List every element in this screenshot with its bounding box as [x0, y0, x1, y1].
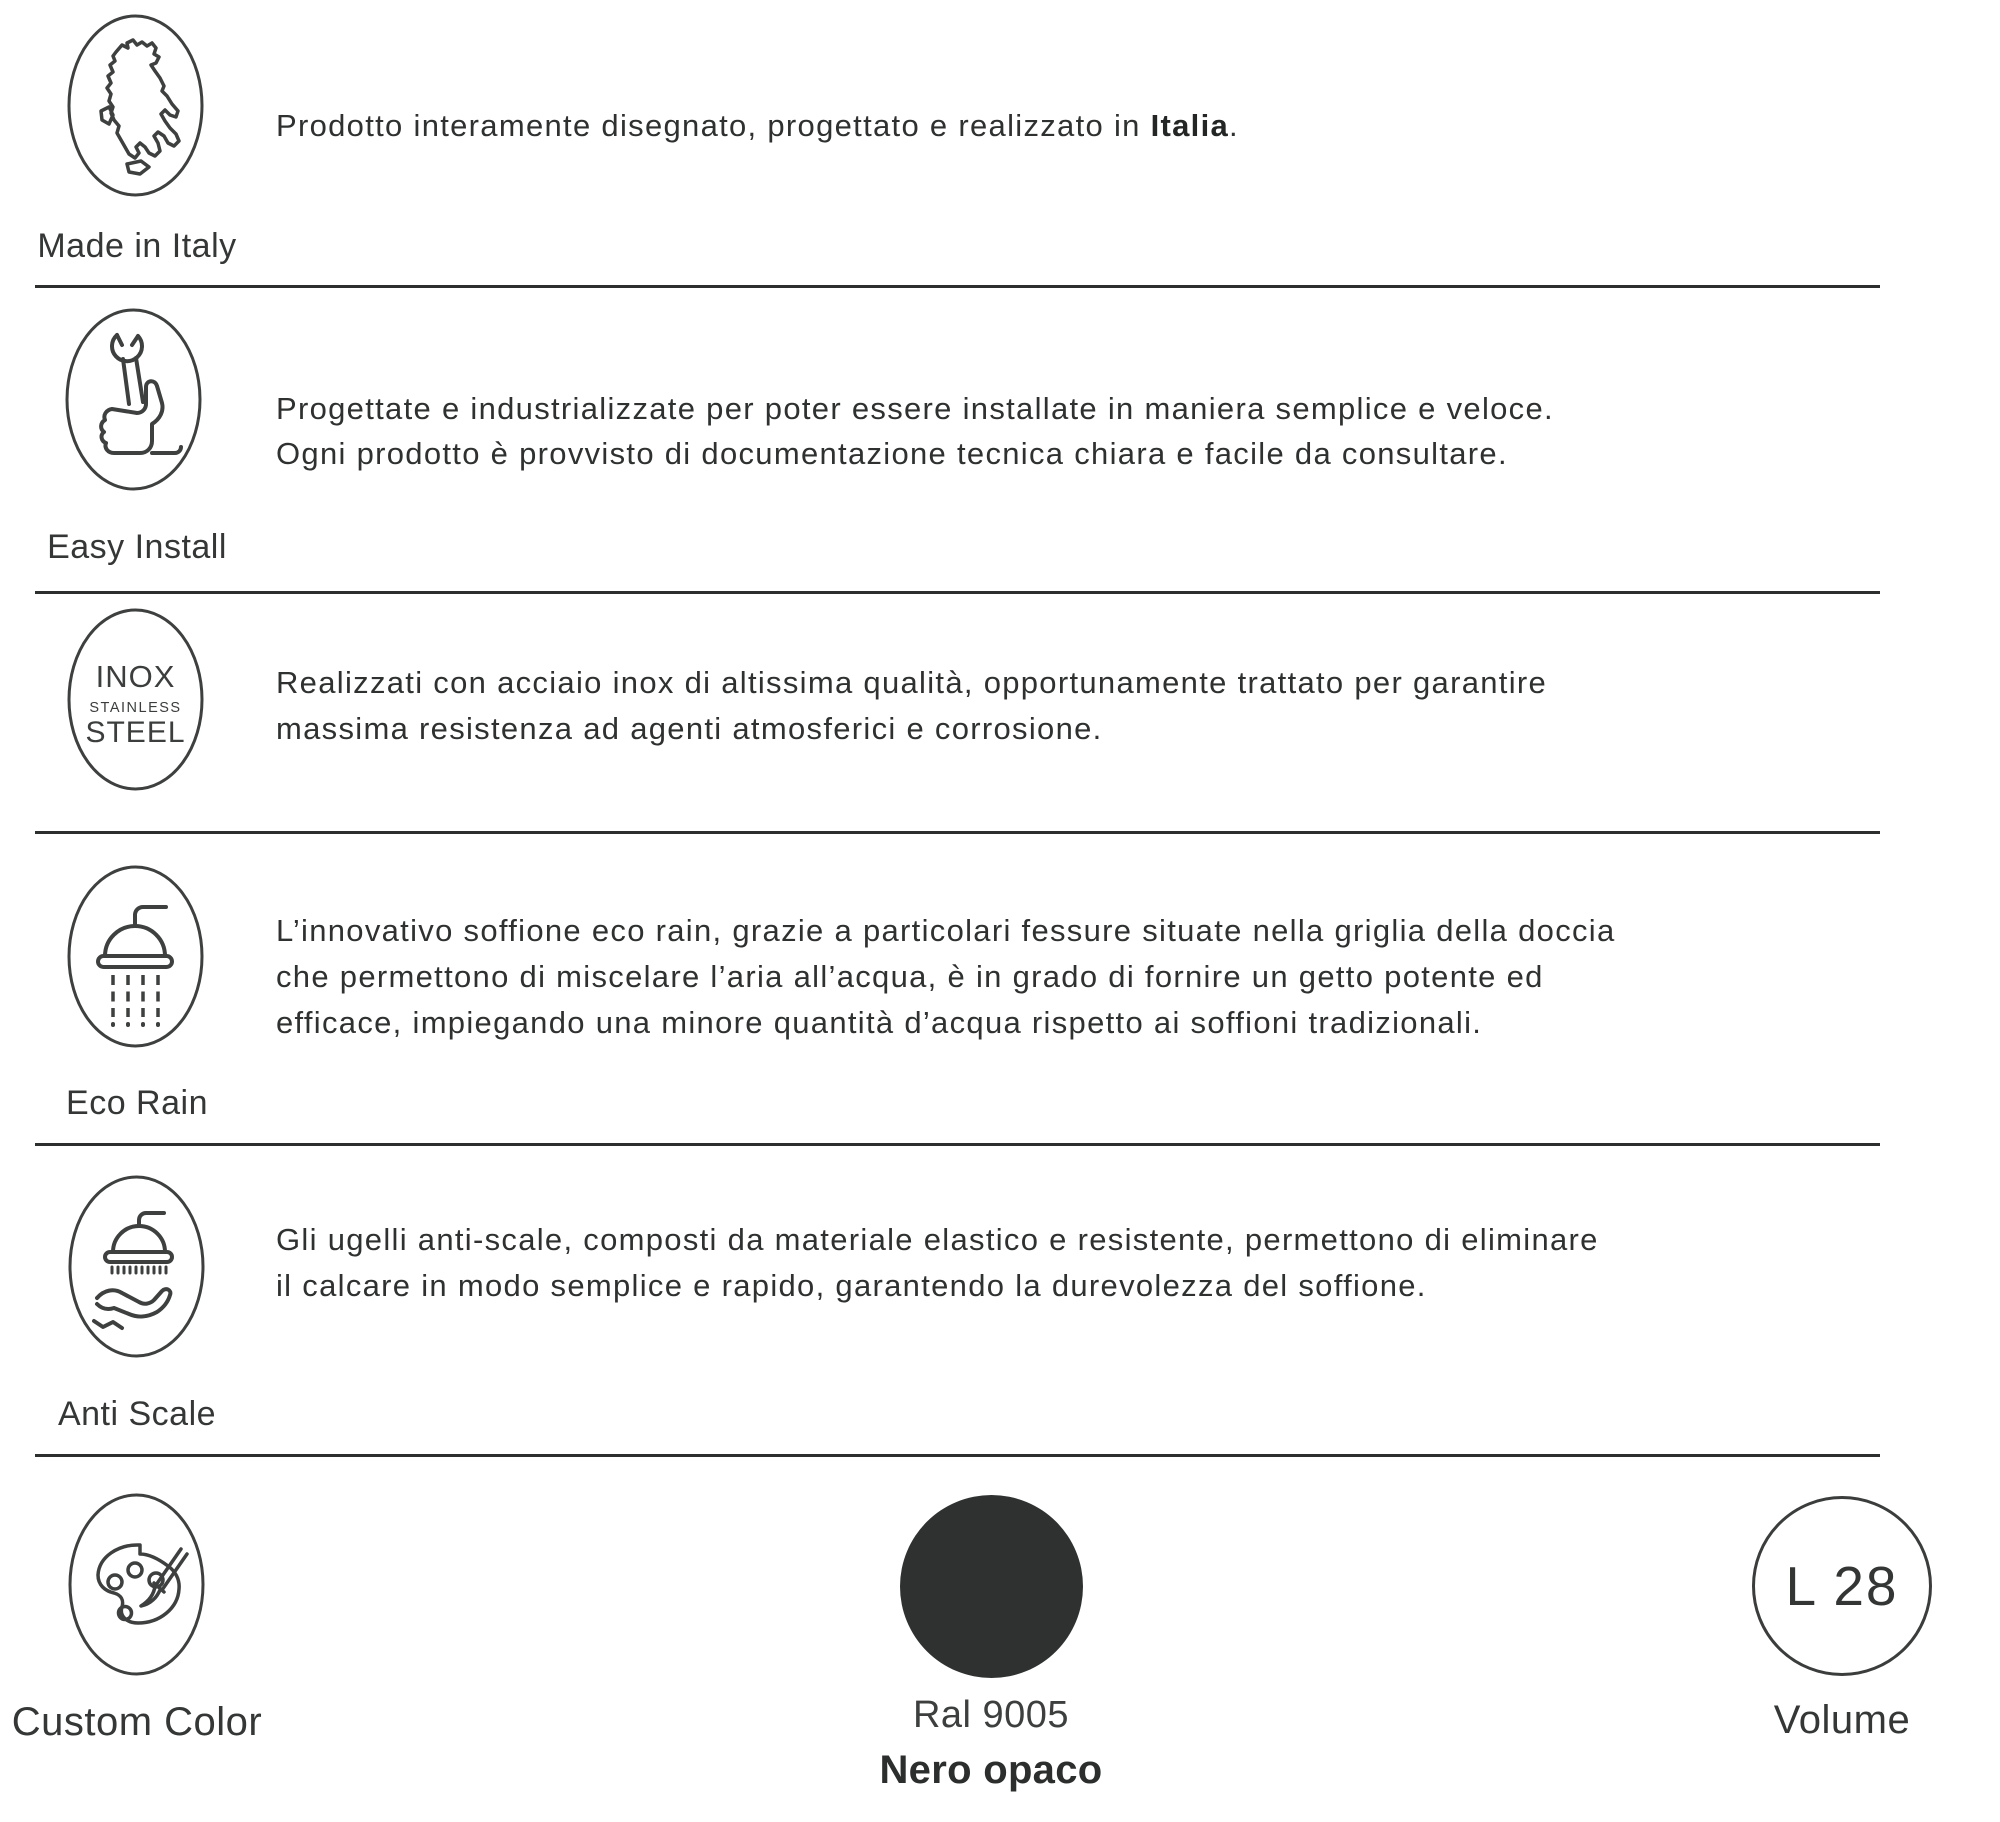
badge-line-inox: INOX [95, 659, 176, 694]
text-line: L’innovativo soffione eco rain, grazie a particolari fessure situate nella griglia della doccia [276, 913, 1616, 948]
text-line: Ogni prodotto è provvisto di documentazione tecnica chiara e facile da consultare. [276, 436, 1508, 471]
feature-label-easy-install: Easy Install [47, 528, 227, 566]
section-divider [35, 591, 1880, 594]
text-line: Progettate e industrializzate per poter essere installate in maniera semplice e veloce. [276, 391, 1554, 426]
inox-stainless-steel-badge-icon [67, 608, 204, 791]
feature-text-made-in-italy [276, 103, 1239, 148]
text-segment: Prodotto interamente disegnato, progettato e realizzato in [276, 108, 1151, 143]
section-divider [35, 1454, 1880, 1457]
feature-label-made-in-italy: Made in Italy [37, 227, 237, 265]
palette-brush-icon [68, 1493, 205, 1676]
color-swatch-ral9005 [900, 1495, 1083, 1678]
eco-rain-shower-icon [67, 865, 204, 1048]
italy-map-icon [67, 14, 204, 197]
feature-text-anti-scale [276, 1217, 1599, 1309]
volume-value: L 28 [1785, 1555, 1899, 1617]
feature-label-anti-scale: Anti Scale [57, 1395, 217, 1433]
wrench-thumbs-up-icon [65, 308, 202, 491]
text-segment-bold: Italia [1150, 108, 1230, 143]
badge-line-steel: STEEL [85, 716, 186, 749]
feature-text-stainless-steel [276, 660, 1547, 752]
section-divider [35, 831, 1880, 834]
feature-text-eco-rain [276, 908, 1616, 1046]
section-divider [35, 285, 1880, 288]
anti-scale-hand-shower-icon [68, 1175, 205, 1358]
text-line: Realizzati con acciaio inox di altissima qualità, opportunamente trattato per garantire [276, 665, 1548, 700]
text-segment: . [1229, 108, 1239, 143]
text-line: massima resistenza ad agenti atmosferici e corrosione. [276, 711, 1103, 746]
badge-line-stainless: STAINLESS [89, 700, 182, 716]
feature-text-easy-install [276, 386, 1554, 476]
volume-label: Volume [1773, 1698, 1911, 1742]
text-line [276, 103, 1239, 148]
text-line: che permettono di miscelare l’aria all’acqua, è in grado di fornire un getto potente ed [276, 959, 1544, 994]
feature-label-custom-color: Custom Color [11, 1700, 263, 1744]
feature-label-eco-rain: Eco Rain [66, 1084, 208, 1122]
text-line: Gli ugelli anti-scale, composti da materiale elastico e resistente, permettono di eliminare [276, 1222, 1599, 1257]
volume-badge [1752, 1496, 1932, 1676]
text-line: il calcare in modo semplice e rapido, garantendo la durevolezza del soffione. [276, 1268, 1427, 1303]
text-line: efficace, impiegando una minore quantità d’acqua rispetto ai soffioni tradizionali. [276, 1005, 1483, 1040]
swatch-code: Ral 9005 [912, 1694, 1070, 1736]
section-divider [35, 1143, 1880, 1146]
swatch-name: Nero opaco [879, 1748, 1103, 1792]
